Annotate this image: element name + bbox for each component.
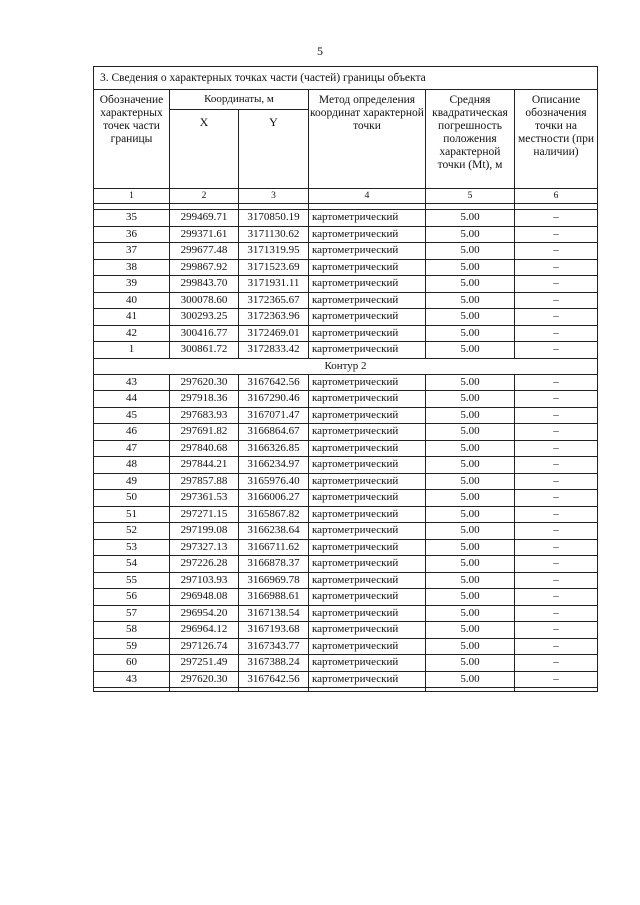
- column-number: 1: [94, 189, 170, 204]
- contour-heading-row: [94, 358, 598, 374]
- mean-square-error: 5.00: [426, 440, 515, 457]
- coord-y: 3172363.96: [239, 309, 309, 326]
- column-number: 3: [239, 189, 309, 204]
- point-description: –: [515, 342, 598, 359]
- point-number: 40: [94, 292, 170, 309]
- coord-y: 3167193.68: [239, 622, 309, 639]
- column-number: 4: [309, 189, 426, 204]
- table-row: [94, 572, 598, 589]
- point-description: –: [515, 210, 598, 227]
- coord-x: 299843.70: [170, 276, 239, 293]
- column-number: 5: [426, 189, 515, 204]
- coord-y: 3172469.01: [239, 325, 309, 342]
- table-row: [94, 391, 598, 408]
- coord-x: 296948.08: [170, 589, 239, 606]
- point-number: 58: [94, 622, 170, 639]
- method: картометрический: [309, 292, 426, 309]
- point-description: –: [515, 391, 598, 408]
- coord-x: 297620.30: [170, 671, 239, 688]
- mean-square-error: 5.00: [426, 292, 515, 309]
- point-description: –: [515, 473, 598, 490]
- coord-x: 297226.28: [170, 556, 239, 573]
- mean-square-error: 5.00: [426, 259, 515, 276]
- coord-x: 300416.77: [170, 325, 239, 342]
- coord-y: 3167388.24: [239, 655, 309, 672]
- contour-heading: Контур 2: [94, 358, 598, 374]
- coord-x: 299469.71: [170, 210, 239, 227]
- point-number: 56: [94, 589, 170, 606]
- method: картометрический: [309, 325, 426, 342]
- point-description: –: [515, 440, 598, 457]
- point-description: –: [515, 572, 598, 589]
- coord-y: 3166969.78: [239, 572, 309, 589]
- method: картометрический: [309, 424, 426, 441]
- point-number: 41: [94, 309, 170, 326]
- coord-x: 297918.36: [170, 391, 239, 408]
- coord-y: 3166988.61: [239, 589, 309, 606]
- column-number: 2: [170, 189, 239, 204]
- point-description: –: [515, 671, 598, 688]
- point-number: 51: [94, 506, 170, 523]
- coord-x: 296954.20: [170, 605, 239, 622]
- coord-x: 297691.82: [170, 424, 239, 441]
- point-description: –: [515, 589, 598, 606]
- table-row: [94, 490, 598, 507]
- method: картометрический: [309, 638, 426, 655]
- point-description: –: [515, 556, 598, 573]
- coord-x: 297126.74: [170, 638, 239, 655]
- coord-y: 3167642.56: [239, 374, 309, 391]
- point-number: 43: [94, 374, 170, 391]
- mean-square-error: 5.00: [426, 374, 515, 391]
- coord-y: 3166006.27: [239, 490, 309, 507]
- coord-y: 3167343.77: [239, 638, 309, 655]
- point-number: 48: [94, 457, 170, 474]
- table-row: [94, 407, 598, 424]
- point-number: 55: [94, 572, 170, 589]
- mean-square-error: 5.00: [426, 605, 515, 622]
- column-number: 6: [515, 189, 598, 204]
- table-row: [94, 243, 598, 260]
- point-number: 44: [94, 391, 170, 408]
- point-number: 43: [94, 671, 170, 688]
- table-row: [94, 671, 598, 688]
- coord-x: 297327.13: [170, 539, 239, 556]
- point-number: 42: [94, 325, 170, 342]
- mean-square-error: 5.00: [426, 490, 515, 507]
- mean-square-error: 5.00: [426, 638, 515, 655]
- header-y: Y: [239, 110, 309, 189]
- method: картометрический: [309, 556, 426, 573]
- coord-x: 297361.53: [170, 490, 239, 507]
- header-row-1: [94, 90, 598, 110]
- mean-square-error: 5.00: [426, 506, 515, 523]
- header-description: Описание обозначения точки на местности (при наличии): [515, 90, 598, 189]
- point-description: –: [515, 325, 598, 342]
- point-description: –: [515, 309, 598, 326]
- table-row: [94, 276, 598, 293]
- coord-y: 3166711.62: [239, 539, 309, 556]
- coord-y: 3171523.69: [239, 259, 309, 276]
- point-description: –: [515, 655, 598, 672]
- point-number: 52: [94, 523, 170, 540]
- header-x: X: [170, 110, 239, 189]
- point-number: 36: [94, 226, 170, 243]
- mean-square-error: 5.00: [426, 391, 515, 408]
- point-number: 39: [94, 276, 170, 293]
- point-description: –: [515, 490, 598, 507]
- point-number: 38: [94, 259, 170, 276]
- point-number: 53: [94, 539, 170, 556]
- mean-square-error: 5.00: [426, 342, 515, 359]
- mean-square-error: 5.00: [426, 325, 515, 342]
- method: картометрический: [309, 374, 426, 391]
- point-number: 50: [94, 490, 170, 507]
- mean-square-error: 5.00: [426, 622, 515, 639]
- column-numbers-row: [94, 189, 598, 204]
- table-row: [94, 605, 598, 622]
- point-description: –: [515, 276, 598, 293]
- coord-y: 3172365.67: [239, 292, 309, 309]
- point-number: 35: [94, 210, 170, 227]
- method: картометрический: [309, 226, 426, 243]
- page-number: 5: [317, 44, 323, 58]
- coord-y: 3167138.54: [239, 605, 309, 622]
- table-row: [94, 622, 598, 639]
- coord-y: 3172833.42: [239, 342, 309, 359]
- coord-y: 3171931.11: [239, 276, 309, 293]
- table-row: [94, 539, 598, 556]
- mean-square-error: 5.00: [426, 210, 515, 227]
- coord-x: 299371.61: [170, 226, 239, 243]
- mean-square-error: 5.00: [426, 473, 515, 490]
- mean-square-error: 5.00: [426, 243, 515, 260]
- table-row: [94, 440, 598, 457]
- section-title-row: [94, 67, 598, 90]
- coord-x: 297620.30: [170, 374, 239, 391]
- coord-y: 3165867.82: [239, 506, 309, 523]
- mean-square-error: 5.00: [426, 556, 515, 573]
- mean-square-error: 5.00: [426, 424, 515, 441]
- spacer-row: [94, 688, 598, 692]
- method: картометрический: [309, 473, 426, 490]
- table-row: [94, 325, 598, 342]
- point-description: –: [515, 523, 598, 540]
- point-description: –: [515, 638, 598, 655]
- coord-x: 299677.48: [170, 243, 239, 260]
- table-row: [94, 210, 598, 227]
- point-number: 37: [94, 243, 170, 260]
- mean-square-error: 5.00: [426, 539, 515, 556]
- coord-x: 297103.93: [170, 572, 239, 589]
- table-row: [94, 226, 598, 243]
- table-row: [94, 655, 598, 672]
- header-error: Средняя квадратическая погрешность положения характерной точки (Mt), м: [426, 90, 515, 189]
- coord-y: 3166234.97: [239, 457, 309, 474]
- mean-square-error: 5.00: [426, 407, 515, 424]
- header-designation: Обозначение характерных точек части границы: [94, 90, 170, 189]
- point-number: 59: [94, 638, 170, 655]
- method: картометрический: [309, 440, 426, 457]
- point-number: 57: [94, 605, 170, 622]
- table-row: [94, 523, 598, 540]
- method: картометрический: [309, 622, 426, 639]
- method: картометрический: [309, 243, 426, 260]
- coord-x: 300293.25: [170, 309, 239, 326]
- coord-x: 297844.21: [170, 457, 239, 474]
- point-description: –: [515, 259, 598, 276]
- section-title: 3. Сведения о характерных точках части (частей) границы объекта: [94, 67, 598, 90]
- point-description: –: [515, 424, 598, 441]
- method: картометрический: [309, 523, 426, 540]
- mean-square-error: 5.00: [426, 671, 515, 688]
- table-row: [94, 292, 598, 309]
- point-description: –: [515, 407, 598, 424]
- method: картометрический: [309, 589, 426, 606]
- point-description: –: [515, 292, 598, 309]
- method: картометрический: [309, 572, 426, 589]
- method: картометрический: [309, 342, 426, 359]
- mean-square-error: 5.00: [426, 309, 515, 326]
- mean-square-error: 5.00: [426, 276, 515, 293]
- characteristic-points-table: [93, 66, 598, 692]
- point-number: 60: [94, 655, 170, 672]
- coord-x: 297271.15: [170, 506, 239, 523]
- point-number: 45: [94, 407, 170, 424]
- point-description: –: [515, 226, 598, 243]
- coord-y: 3167642.56: [239, 671, 309, 688]
- coord-y: 3171319.95: [239, 243, 309, 260]
- table-row: [94, 473, 598, 490]
- method: картометрический: [309, 655, 426, 672]
- point-description: –: [515, 605, 598, 622]
- coord-y: 3167290.46: [239, 391, 309, 408]
- coord-y: 3170850.19: [239, 210, 309, 227]
- method: картометрический: [309, 391, 426, 408]
- mean-square-error: 5.00: [426, 655, 515, 672]
- point-description: –: [515, 622, 598, 639]
- mean-square-error: 5.00: [426, 226, 515, 243]
- coord-y: 3166238.64: [239, 523, 309, 540]
- method: картометрический: [309, 539, 426, 556]
- point-number: 47: [94, 440, 170, 457]
- table-row: [94, 589, 598, 606]
- coord-x: 297840.68: [170, 440, 239, 457]
- method: картометрический: [309, 671, 426, 688]
- point-number: 49: [94, 473, 170, 490]
- mean-square-error: 5.00: [426, 523, 515, 540]
- method: картометрический: [309, 605, 426, 622]
- mean-square-error: 5.00: [426, 457, 515, 474]
- mean-square-error: 5.00: [426, 589, 515, 606]
- coord-x: 297857.88: [170, 473, 239, 490]
- coord-x: 299867.92: [170, 259, 239, 276]
- coord-x: 297199.08: [170, 523, 239, 540]
- header-method: Метод определения координат характерной точки: [309, 90, 426, 189]
- point-number: 1: [94, 342, 170, 359]
- method: картометрический: [309, 407, 426, 424]
- point-description: –: [515, 457, 598, 474]
- point-number: 54: [94, 556, 170, 573]
- table-row: [94, 309, 598, 326]
- table-row: [94, 556, 598, 573]
- point-description: –: [515, 243, 598, 260]
- point-description: –: [515, 374, 598, 391]
- table-row: [94, 259, 598, 276]
- coord-y: 3165976.40: [239, 473, 309, 490]
- coord-y: 3167071.47: [239, 407, 309, 424]
- coord-y: 3166878.37: [239, 556, 309, 573]
- method: картометрический: [309, 457, 426, 474]
- table-row: [94, 638, 598, 655]
- method: картометрический: [309, 276, 426, 293]
- point-description: –: [515, 539, 598, 556]
- point-description: –: [515, 506, 598, 523]
- coord-x: 297251.49: [170, 655, 239, 672]
- coord-y: 3166864.67: [239, 424, 309, 441]
- method: картометрический: [309, 490, 426, 507]
- coord-x: 297683.93: [170, 407, 239, 424]
- coord-y: 3166326.85: [239, 440, 309, 457]
- coord-x: 300861.72: [170, 342, 239, 359]
- table-row: [94, 424, 598, 441]
- method: картометрический: [309, 259, 426, 276]
- table-row: [94, 342, 598, 359]
- table-row: [94, 457, 598, 474]
- coord-y: 3171130.62: [239, 226, 309, 243]
- method: картометрический: [309, 210, 426, 227]
- method: картометрический: [309, 309, 426, 326]
- point-number: 46: [94, 424, 170, 441]
- header-coordinates: Координаты, м: [170, 90, 309, 110]
- table-row: [94, 374, 598, 391]
- coord-x: 296964.12: [170, 622, 239, 639]
- method: картометрический: [309, 506, 426, 523]
- mean-square-error: 5.00: [426, 572, 515, 589]
- coord-x: 300078.60: [170, 292, 239, 309]
- table-row: [94, 506, 598, 523]
